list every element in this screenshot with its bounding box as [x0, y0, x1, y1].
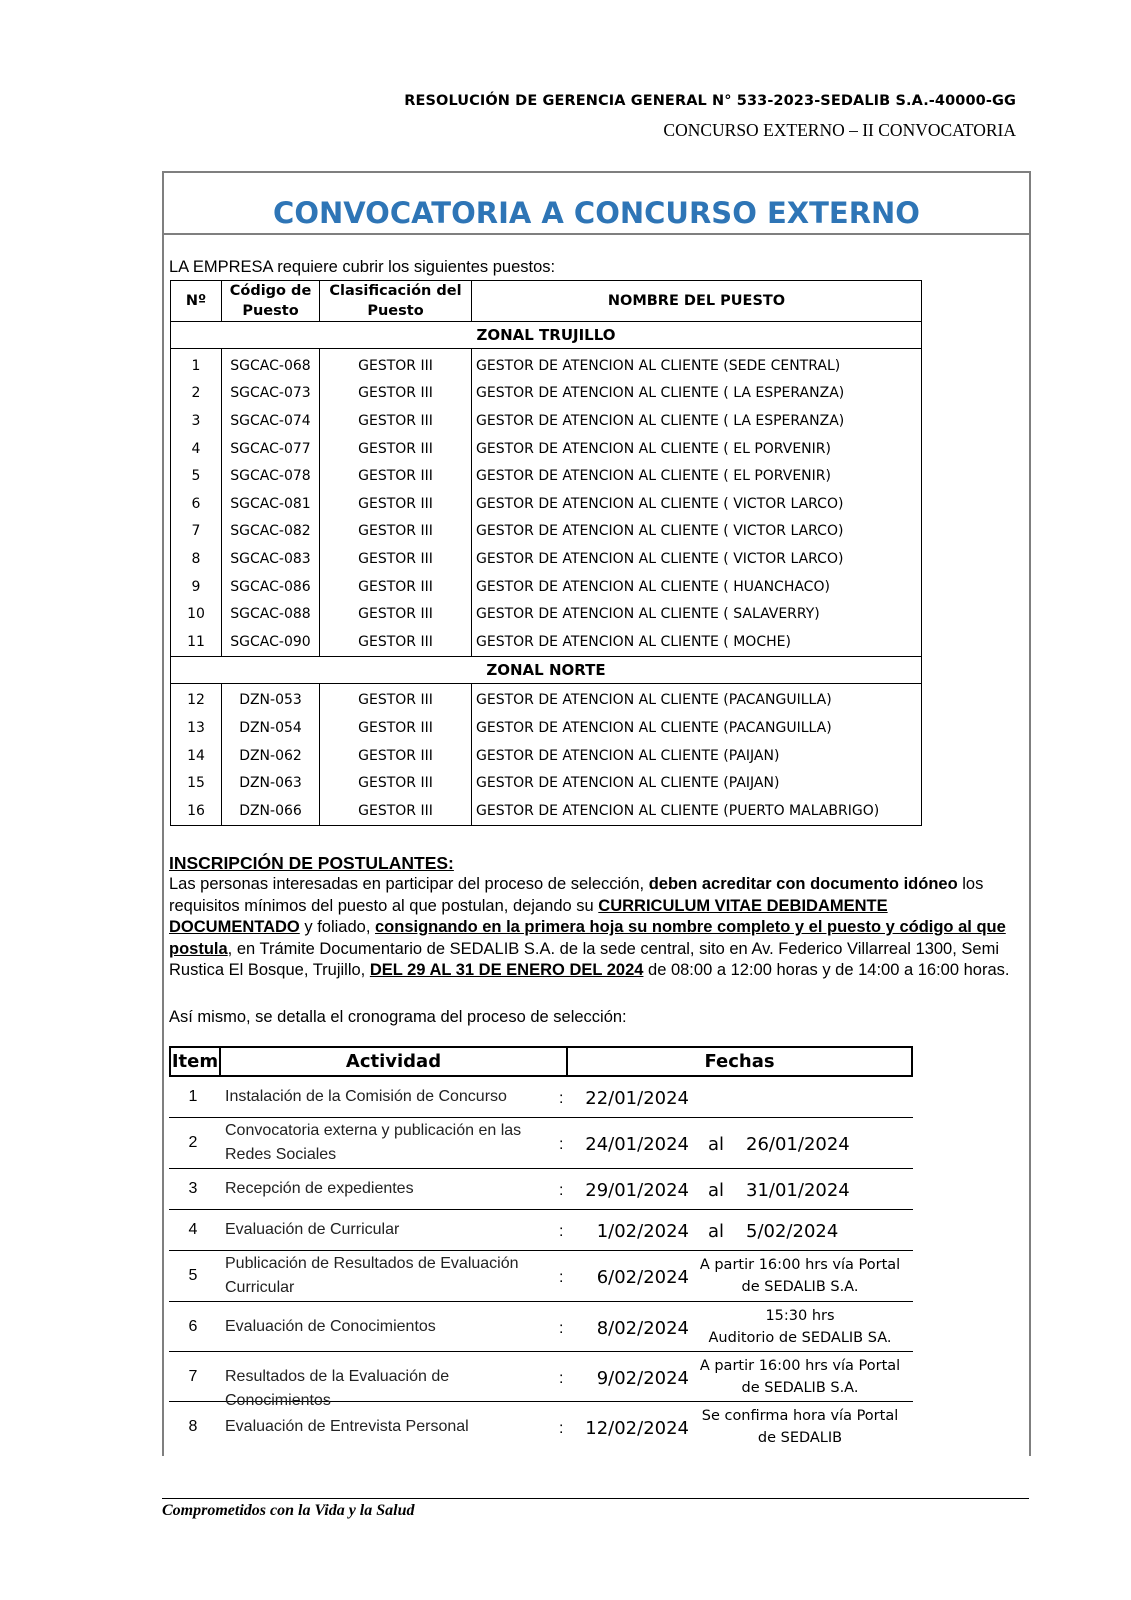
- position-classification: GESTOR III: [320, 742, 472, 770]
- schedule-note: 15:30 hrs: [765, 1307, 835, 1324]
- schedule-start-date: 1/02/2024: [596, 1221, 689, 1242]
- schedule-start-date: 12/02/2024: [585, 1417, 689, 1439]
- position-code: DZN-054: [222, 714, 320, 742]
- schedule-note: de SEDALIB: [757, 1429, 843, 1446]
- position-number: 5: [171, 462, 222, 490]
- position-name: GESTOR DE ATENCION AL CLIENTE ( VICTOR LARCO): [472, 518, 922, 546]
- position-number: 7: [171, 518, 222, 546]
- schedule-header-item: Item: [171, 1048, 221, 1075]
- position-classification: GESTOR III: [320, 518, 472, 546]
- position-classification: GESTOR III: [320, 380, 472, 408]
- position-row: [171, 518, 922, 546]
- position-name: GESTOR DE ATENCION AL CLIENTE (PUERTO MALABRIGO): [472, 797, 922, 825]
- position-number: 14: [171, 742, 222, 770]
- schedule-note: Auditorio de SEDALIB SA.: [708, 1329, 892, 1346]
- position-name: GESTOR DE ATENCION AL CLIENTE ( MOCHE): [472, 628, 922, 656]
- position-code: SGCAC-090: [222, 628, 320, 656]
- zone-label: ZONAL TRUJILLO: [171, 322, 922, 349]
- position-name: GESTOR DE ATENCION AL CLIENTE ( EL PORVENIR): [472, 462, 922, 490]
- position-number: 9: [171, 573, 222, 601]
- schedule-colon: :: [559, 1223, 564, 1240]
- schedule-start-date: 9/02/2024: [596, 1367, 689, 1389]
- header-classification: Clasificación del Puesto: [320, 281, 472, 322]
- position-row: [171, 545, 922, 573]
- schedule-item-number: 4: [188, 1221, 198, 1238]
- schedule-row: [169, 1169, 913, 1210]
- schedule-activity: Instalación de la Comisión de Concurso: [225, 1088, 507, 1105]
- schedule-note: de SEDALIB S.A.: [741, 1279, 859, 1295]
- schedule-activity: Resultados de la Evaluación de Conocimientos: [225, 1367, 450, 1409]
- position-row: [171, 573, 922, 601]
- position-code: DZN-053: [222, 683, 320, 714]
- schedule-activity: Recepción de expedientes: [225, 1180, 414, 1197]
- inscription-title: INSCRIPCIÓN DE POSTULANTES:: [169, 853, 454, 873]
- position-classification: GESTOR III: [320, 573, 472, 601]
- position-row: [171, 490, 922, 518]
- schedule-activity: Evaluación de Entrevista Personal: [225, 1417, 469, 1435]
- schedule-intro: Así mismo, se detalla el cronograma del proceso de selección:: [169, 1008, 627, 1026]
- inscription-cv-requirement: CURRICULUM VITAE DEBIDAMENTE DOCUMENTADO: [169, 896, 888, 936]
- resolution-header: RESOLUCIÓN DE GERENCIA GENERAL N° 533-2023-SEDALIB S.A.-40000-GG: [404, 93, 1016, 109]
- schedule-row: [169, 1251, 913, 1302]
- schedule-activity: Convocatoria externa y publicación en las Redes Sociales: [225, 1122, 522, 1163]
- schedule-start-date: 6/02/2024: [596, 1267, 689, 1288]
- schedule-colon: :: [559, 1419, 564, 1437]
- schedule-colon: :: [559, 1319, 564, 1337]
- inscription-text-part: los requisitos mínimos del puesto al que postulan, dejando su: [169, 875, 984, 915]
- schedule-row: [169, 1118, 913, 1169]
- position-name: GESTOR DE ATENCION AL CLIENTE (SEDE CENTRAL): [472, 349, 922, 380]
- intro-text: LA EMPRESA requiere cubrir los siguientes puestos:: [169, 258, 556, 276]
- position-row: [171, 797, 922, 825]
- schedule-end-date: 31/01/2024: [746, 1180, 850, 1201]
- position-number: 16: [171, 797, 222, 825]
- schedule-note: de SEDALIB S.A.: [741, 1379, 859, 1396]
- schedule-activity: Evaluación de Conocimientos: [225, 1317, 436, 1335]
- header-position-name: NOMBRE DEL PUESTO: [472, 281, 922, 322]
- schedule-item-number: 1: [188, 1088, 198, 1105]
- position-classification: GESTOR III: [320, 600, 472, 628]
- schedule-colon: :: [559, 1090, 564, 1107]
- header-code: Código de Puesto: [222, 281, 320, 322]
- position-row: [171, 600, 922, 628]
- schedule-note: Se confirma hora vía Portal: [701, 1407, 899, 1424]
- schedule-date-separator: al: [708, 1180, 725, 1201]
- position-row: [171, 742, 922, 770]
- position-name: GESTOR DE ATENCION AL CLIENTE (PACANGUILLA): [472, 683, 922, 714]
- position-code: SGCAC-082: [222, 518, 320, 546]
- position-code: SGCAC-077: [222, 435, 320, 463]
- position-row: [171, 714, 922, 742]
- position-row: [171, 435, 922, 463]
- position-name: GESTOR DE ATENCION AL CLIENTE (PACANGUILLA): [472, 714, 922, 742]
- positions-table: [170, 280, 922, 826]
- footer-slogan: Comprometidos con la Vida y la Salud: [162, 1502, 415, 1519]
- schedule-start-date: 22/01/2024: [585, 1088, 689, 1109]
- position-code: SGCAC-068: [222, 349, 320, 380]
- position-code: SGCAC-086: [222, 573, 320, 601]
- schedule-item-number: 2: [188, 1134, 198, 1151]
- schedule-header-activity: Actividad: [221, 1048, 568, 1075]
- position-name: GESTOR DE ATENCION AL CLIENTE ( VICTOR LARCO): [472, 490, 922, 518]
- position-row: [171, 407, 922, 435]
- position-classification: GESTOR III: [320, 435, 472, 463]
- position-classification: GESTOR III: [320, 349, 472, 380]
- contest-header: CONCURSO EXTERNO – II CONVOCATORIA: [663, 120, 1016, 140]
- schedule-date-separator: al: [708, 1221, 725, 1242]
- position-row: [171, 683, 922, 714]
- schedule-activity: Evaluación de Curricular: [225, 1221, 400, 1238]
- position-number: 3: [171, 407, 222, 435]
- header-number: Nº: [171, 281, 222, 322]
- schedule-start-date: 29/01/2024: [585, 1180, 689, 1201]
- schedule-header-row: [169, 1046, 913, 1077]
- position-code: SGCAC-083: [222, 545, 320, 573]
- position-classification: GESTOR III: [320, 407, 472, 435]
- schedule-activity: Publicación de Resultados de Evaluación Curricular: [225, 1255, 519, 1296]
- inscription-text-part: Las personas interesadas en participar del proceso de selección,: [169, 875, 649, 893]
- schedule-item-number: 3: [188, 1180, 198, 1197]
- schedule-item-number: 5: [188, 1267, 198, 1284]
- position-code: DZN-066: [222, 797, 320, 825]
- position-code: DZN-062: [222, 742, 320, 770]
- position-classification: GESTOR III: [320, 769, 472, 797]
- schedule-start-date: 8/02/2024: [596, 1317, 689, 1339]
- position-classification: GESTOR III: [320, 714, 472, 742]
- footer-divider: [162, 1498, 1029, 1499]
- schedule-note: A partir 16:00 hrs vía Portal: [699, 1357, 901, 1374]
- position-row: [171, 628, 922, 656]
- position-code: DZN-063: [222, 769, 320, 797]
- schedule-table: [169, 1046, 913, 1451]
- position-code: SGCAC-088: [222, 600, 320, 628]
- position-number: 1: [171, 349, 222, 380]
- position-classification: GESTOR III: [320, 628, 472, 656]
- position-classification: GESTOR III: [320, 683, 472, 714]
- zone-row: [171, 322, 922, 349]
- schedule-colon: :: [559, 1182, 564, 1199]
- schedule-item-number: 6: [188, 1317, 198, 1335]
- schedule-colon: :: [559, 1136, 564, 1153]
- position-name: GESTOR DE ATENCION AL CLIENTE (PAIJAN): [472, 769, 922, 797]
- position-number: 8: [171, 545, 222, 573]
- position-name: GESTOR DE ATENCION AL CLIENTE ( EL PORVENIR): [472, 435, 922, 463]
- schedule-item-number: 8: [188, 1417, 198, 1435]
- position-code: SGCAC-074: [222, 407, 320, 435]
- inscription-text: [169, 874, 1019, 982]
- position-number: 10: [171, 600, 222, 628]
- position-row: [171, 380, 922, 408]
- schedule-row: [169, 1210, 913, 1251]
- zone-label: ZONAL NORTE: [171, 656, 922, 683]
- position-classification: GESTOR III: [320, 462, 472, 490]
- position-row: [171, 349, 922, 380]
- position-row: [171, 769, 922, 797]
- inscription-dates: DEL 29 AL 31 DE ENERO DEL 2024: [369, 961, 644, 979]
- position-number: 15: [171, 769, 222, 797]
- position-name: GESTOR DE ATENCION AL CLIENTE ( LA ESPERANZA): [472, 380, 922, 408]
- position-code: SGCAC-081: [222, 490, 320, 518]
- position-number: 6: [171, 490, 222, 518]
- schedule-end-date: 5/02/2024: [746, 1221, 839, 1242]
- position-number: 2: [171, 380, 222, 408]
- position-number: 4: [171, 435, 222, 463]
- schedule-note: A partir 16:00 hrs vía Portal: [699, 1257, 901, 1273]
- position-name: GESTOR DE ATENCION AL CLIENTE ( LA ESPERANZA): [472, 407, 922, 435]
- schedule-start-date: 24/01/2024: [585, 1134, 689, 1155]
- position-number: 12: [171, 683, 222, 714]
- schedule-item-number: 7: [188, 1367, 198, 1385]
- inscription-text-part: y foliado,: [299, 918, 375, 936]
- schedule-row: [169, 1352, 913, 1409]
- position-name: GESTOR DE ATENCION AL CLIENTE ( HUANCHACO): [472, 573, 922, 601]
- position-number: 13: [171, 714, 222, 742]
- schedule-colon: :: [559, 1369, 564, 1387]
- position-name: GESTOR DE ATENCION AL CLIENTE ( VICTOR LARCO): [472, 545, 922, 573]
- position-name: GESTOR DE ATENCION AL CLIENTE ( SALAVERRY): [472, 600, 922, 628]
- position-code: SGCAC-078: [222, 462, 320, 490]
- schedule-colon: :: [559, 1269, 564, 1286]
- inscription-bold-requirement: deben acreditar con documento idóneo: [648, 875, 958, 893]
- position-classification: GESTOR III: [320, 490, 472, 518]
- page-title: CONVOCATORIA A CONCURSO EXTERNO: [164, 173, 1029, 235]
- schedule-row: [169, 1077, 913, 1118]
- position-classification: GESTOR III: [320, 797, 472, 825]
- position-name: GESTOR DE ATENCION AL CLIENTE (PAIJAN): [472, 742, 922, 770]
- positions-header-row: [171, 281, 922, 322]
- schedule-date-separator: al: [708, 1134, 725, 1155]
- schedule-header-dates: Fechas: [704, 1051, 775, 1072]
- schedule-row: [169, 1302, 913, 1352]
- schedule-end-date: 26/01/2024: [746, 1134, 850, 1155]
- position-row: [171, 462, 922, 490]
- position-code: SGCAC-073: [222, 380, 320, 408]
- inscription-first-page-requirement: consignando en la primera hoja su nombre completo y el puesto y código al que postula: [169, 918, 1006, 958]
- zone-row: [171, 656, 922, 683]
- schedule-row: [169, 1402, 913, 1451]
- position-number: 11: [171, 628, 222, 656]
- position-classification: GESTOR III: [320, 545, 472, 573]
- inscription-text-part: de 08:00 a 12:00 horas y de 14:00 a 16:00 horas.: [643, 961, 1010, 979]
- inscription-text-part: , en Trámite Documentario de SEDALIB S.A. de la sede central, sito en Av. Federico Villarreal 1300, Semi Rustica El Bosque, Trujillo,: [169, 939, 999, 979]
